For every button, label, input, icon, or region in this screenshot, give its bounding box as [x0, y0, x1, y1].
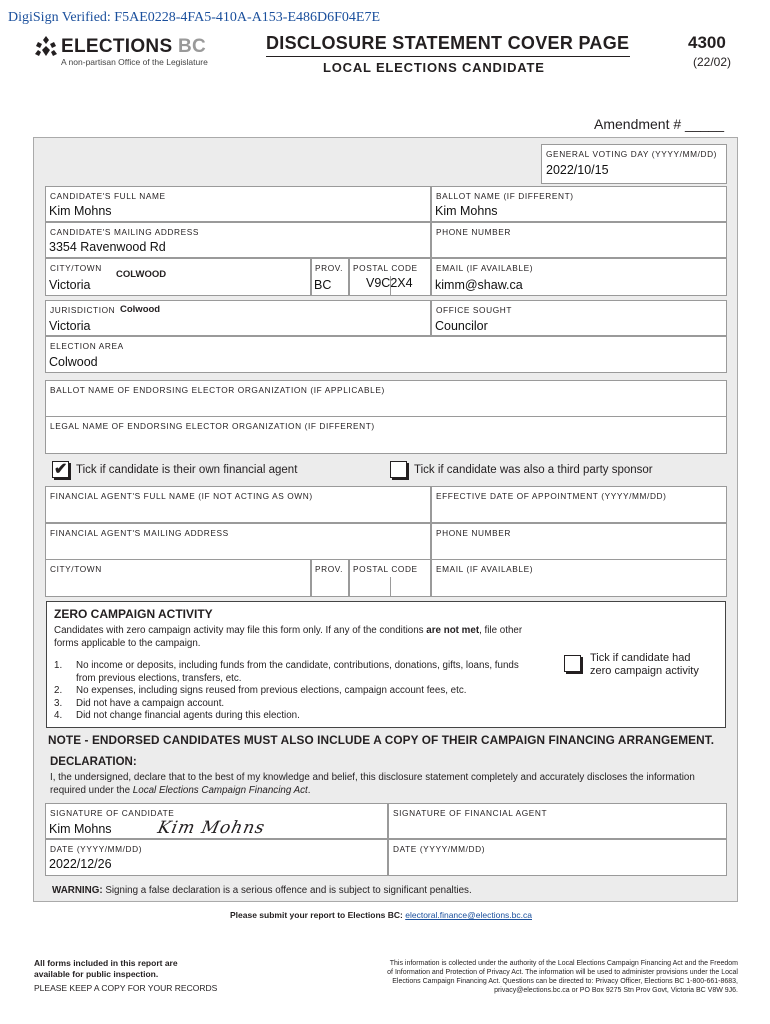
footer-left — [34, 958, 217, 994]
logo-bc: BC — [178, 36, 207, 57]
candidate-mailing-field[interactable] — [45, 222, 431, 258]
declaration-text — [50, 772, 695, 797]
ballot-name-value: Kim Mohns — [435, 204, 498, 218]
candidate-city-field[interactable] — [45, 258, 311, 296]
agent-postal-divider — [390, 577, 391, 597]
condition-item — [54, 710, 519, 723]
endorsed-note: NOTE - ENDORSED CANDIDATES MUST ALSO INCLUDE A COPY OF THEIR CAMPAIGN FINANCING ARRANGEMENT. — [48, 733, 715, 747]
jurisdiction-label: JURISDICTION — [50, 305, 116, 315]
election-area-value: Colwood — [49, 355, 98, 369]
agent-prov-label: PROV. — [315, 564, 344, 574]
condition-number: 1. — [54, 660, 63, 671]
submit-text: Please submit your report to Elections BC: — [230, 910, 406, 920]
third-party-label: Tick if candidate was also a third party sponsor — [414, 464, 653, 476]
candidate-signature-name: Kim Mohns — [49, 822, 112, 836]
declaration-heading: DECLARATION: — [50, 756, 137, 768]
declaration-line-2c: . — [307, 784, 311, 796]
own-agent-checkbox[interactable] — [52, 461, 69, 478]
org-legal-name-field[interactable] — [45, 416, 727, 454]
candidate-mailing-label: CANDIDATE'S MAILING ADDRESS — [50, 227, 200, 237]
agent-appointment-field[interactable] — [431, 486, 727, 523]
elections-bc-logo — [34, 36, 208, 67]
agent-phone-field[interactable] — [431, 523, 727, 560]
agent-phone-label: PHONE NUMBER — [436, 528, 511, 538]
form-version: (22/02) — [693, 55, 732, 69]
warning-body: Signing a false declaration is a serious offence and is subject to significant penalties. — [102, 885, 472, 896]
agent-city-field[interactable] — [45, 559, 311, 597]
zero-campaign-conditions — [54, 660, 519, 723]
footer-privacy-line-1: This information is collected under the authority of the Local Elections Campaign Financing Act and the Freedom — [389, 960, 738, 967]
candidate-prov-value: BC — [314, 278, 332, 292]
candidate-prov-field[interactable] — [311, 258, 349, 296]
zero-campaign-intro — [54, 625, 522, 650]
election-area-label: ELECTION AREA — [50, 341, 124, 351]
candidate-phone-label: PHONE NUMBER — [436, 227, 511, 237]
agent-prov-field[interactable] — [311, 559, 349, 597]
digisign-verification: DigiSign Verified: F5AE0228-4FA5-410A-A153-E486D6F04E7E — [8, 10, 381, 25]
agent-appointment-label: EFFECTIVE DATE OF APPOINTMENT (YYYY/MM/DD) — [436, 491, 667, 501]
candidate-prov-label: PROV. — [315, 263, 344, 273]
ballot-name-label: BALLOT NAME (IF DIFFERENT) — [436, 191, 574, 201]
footer-privacy-line-3: Elections Campaign Financing Act. Questions can be directed to: Privacy Officer, Elections BC 1-800-661-8683, — [392, 978, 738, 985]
agent-postal-label: POSTAL CODE — [353, 564, 418, 574]
voting-day-label: GENERAL VOTING DAY (YYYY/MM/DD) — [546, 149, 718, 159]
jurisdiction-value: Victoria — [49, 319, 91, 333]
candidate-email-value: kimm@shaw.ca — [435, 278, 523, 292]
title-rule — [266, 56, 630, 57]
agent-city-label: CITY/TOWN — [50, 564, 102, 574]
agent-email-field[interactable] — [431, 559, 727, 597]
candidate-city-handwritten: COLWOOD — [116, 269, 167, 280]
candidate-date-label: DATE (YYYY/MM/DD) — [50, 844, 143, 854]
handwritten-signature: Kim Mohns — [155, 818, 268, 838]
footer-privacy-line-4: privacy@elections.bc.ca or PO Box 9275 Stn Prov Govt, Victoria BC V8W 9J6. — [494, 987, 738, 994]
org-legal-name-label: LEGAL NAME OF ENDORSING ELECTOR ORGANIZATION (IF DIFFERENT) — [50, 421, 375, 431]
declaration-line-2a: required under the — [50, 784, 133, 796]
candidate-city-label: CITY/TOWN — [50, 263, 102, 273]
form-title: DISCLOSURE STATEMENT COVER PAGE — [266, 33, 630, 53]
agent-mailing-label: FINANCIAL AGENT'S MAILING ADDRESS — [50, 528, 229, 538]
submit-email-link[interactable]: electoral.finance@elections.bc.ca — [405, 910, 532, 920]
zero-activity-label — [590, 652, 699, 678]
zero-activity-checkbox[interactable] — [564, 655, 581, 672]
own-agent-check-mark: ✔ — [54, 461, 68, 478]
third-party-checkbox[interactable] — [390, 461, 407, 478]
voting-day-value: 2022/10/15 — [546, 163, 609, 177]
footer-privacy-line-2: of Information and Protection of Privacy Act. The information will be used to administer provisions under the Local — [387, 969, 738, 976]
candidate-name-field[interactable] — [45, 186, 431, 222]
intro-text-2: forms applicable to the campaign. — [54, 637, 201, 649]
declaration-act-name: Local Elections Campaign Financing Act — [132, 784, 308, 796]
condition-text: No expenses, including signs reused from previous elections, campaign account fees, etc. — [76, 685, 467, 696]
condition-item — [54, 698, 519, 711]
condition-number — [54, 673, 76, 686]
voting-day-field[interactable] — [541, 144, 727, 184]
intro-text-c: , file other — [479, 625, 523, 636]
warning-text — [52, 885, 472, 898]
jurisdiction-handwritten: Colwood — [120, 304, 161, 315]
condition-item — [54, 660, 519, 673]
agent-signature-label: SIGNATURE OF FINANCIAL AGENT — [393, 808, 548, 818]
condition-number: 2. — [54, 685, 63, 696]
office-sought-label: OFFICE SOUGHT — [436, 305, 513, 315]
agent-name-label: FINANCIAL AGENT'S FULL NAME (IF NOT ACTING AS OWN) — [50, 491, 313, 501]
footer-left-line-1: All forms included in this report are — [34, 958, 178, 968]
footer-left-line-3: PLEASE KEEP A COPY FOR YOUR RECORDS — [34, 983, 218, 993]
submit-line — [230, 910, 532, 920]
candidate-email-field[interactable] — [431, 258, 727, 296]
zero-activity-label-1: Tick if candidate had — [590, 652, 691, 664]
office-sought-value: Councilor — [435, 319, 488, 333]
zero-campaign-heading: ZERO CAMPAIGN ACTIVITY — [54, 607, 213, 621]
intro-text-bold: are not met — [426, 625, 480, 636]
ballot-name-field[interactable] — [431, 186, 727, 222]
candidate-name-value: Kim Mohns — [49, 204, 112, 218]
amendment-field[interactable]: Amendment # _____ — [594, 116, 724, 132]
elections-bc-emblem-icon — [34, 36, 58, 58]
condition-item — [54, 673, 519, 686]
candidate-mailing-value: 3354 Ravenwood Rd — [49, 240, 166, 254]
candidate-name-label: CANDIDATE'S FULL NAME — [50, 191, 166, 201]
agent-name-field[interactable] — [45, 486, 431, 523]
candidate-date-value: 2022/12/26 — [49, 857, 112, 871]
condition-item — [54, 685, 519, 698]
zero-campaign-section — [46, 601, 726, 728]
condition-text: Did not have a campaign account. — [76, 697, 225, 709]
agent-date-label: DATE (YYYY/MM/DD) — [393, 844, 486, 854]
own-agent-label: Tick if candidate is their own financial agent — [76, 464, 298, 476]
condition-text: No income or deposits, including funds from the candidate, contributions, donations, gifts, loans, funds — [76, 660, 519, 671]
intro-text-a: Candidates with zero campaign activity may file this form only. If any of the conditions — [54, 625, 427, 636]
agent-email-label: EMAIL (IF AVAILABLE) — [436, 564, 534, 574]
agent-mailing-field[interactable] — [45, 523, 431, 560]
footer-left-line-2: available for public inspection. — [34, 969, 159, 979]
zero-activity-label-2: zero campaign activity — [590, 665, 699, 677]
office-sought-field[interactable] — [431, 300, 727, 336]
candidate-date-field[interactable] — [45, 839, 388, 876]
candidate-phone-field[interactable] — [431, 222, 727, 258]
candidate-signature-field[interactable] — [45, 803, 388, 839]
candidate-postal-value: V9C2X4 — [366, 276, 413, 290]
candidate-city-value: Victoria — [49, 278, 91, 292]
candidate-email-label: EMAIL (IF AVAILABLE) — [436, 263, 534, 273]
warning-label: WARNING: — [52, 885, 103, 896]
election-area-field[interactable] — [45, 336, 727, 373]
condition-text: from previous elections, transfers, etc. — [76, 672, 242, 684]
form-number: 4300 — [688, 33, 726, 52]
condition-number: 3. — [54, 697, 63, 709]
org-ballot-name-label: BALLOT NAME OF ENDORSING ELECTOR ORGANIZATION (IF APPLICABLE) — [50, 385, 385, 395]
org-ballot-name-field[interactable] — [45, 380, 727, 418]
condition-text: Did not change financial agents during this election. — [76, 710, 300, 721]
footer-privacy — [387, 959, 738, 995]
candidate-signature-label: SIGNATURE OF CANDIDATE — [50, 808, 175, 818]
logo-wordmark: ELECTIONS — [61, 36, 173, 57]
form-subtitle: LOCAL ELECTIONS CANDIDATE — [323, 60, 545, 75]
agent-date-field[interactable] — [388, 839, 727, 876]
agent-postal-field[interactable] — [349, 559, 431, 597]
declaration-line-1: I, the undersigned, declare that to the best of my knowledge and belief, this disclosure statement completely and accurately discloses the information — [50, 772, 695, 783]
candidate-postal-field[interactable] — [349, 258, 431, 296]
agent-signature-field[interactable] — [388, 803, 727, 839]
jurisdiction-field[interactable] — [45, 300, 431, 336]
logo-tagline: A non-partisan Office of the Legislature — [61, 57, 208, 67]
candidate-postal-label: POSTAL CODE — [353, 263, 418, 273]
condition-number: 4. — [54, 710, 63, 721]
